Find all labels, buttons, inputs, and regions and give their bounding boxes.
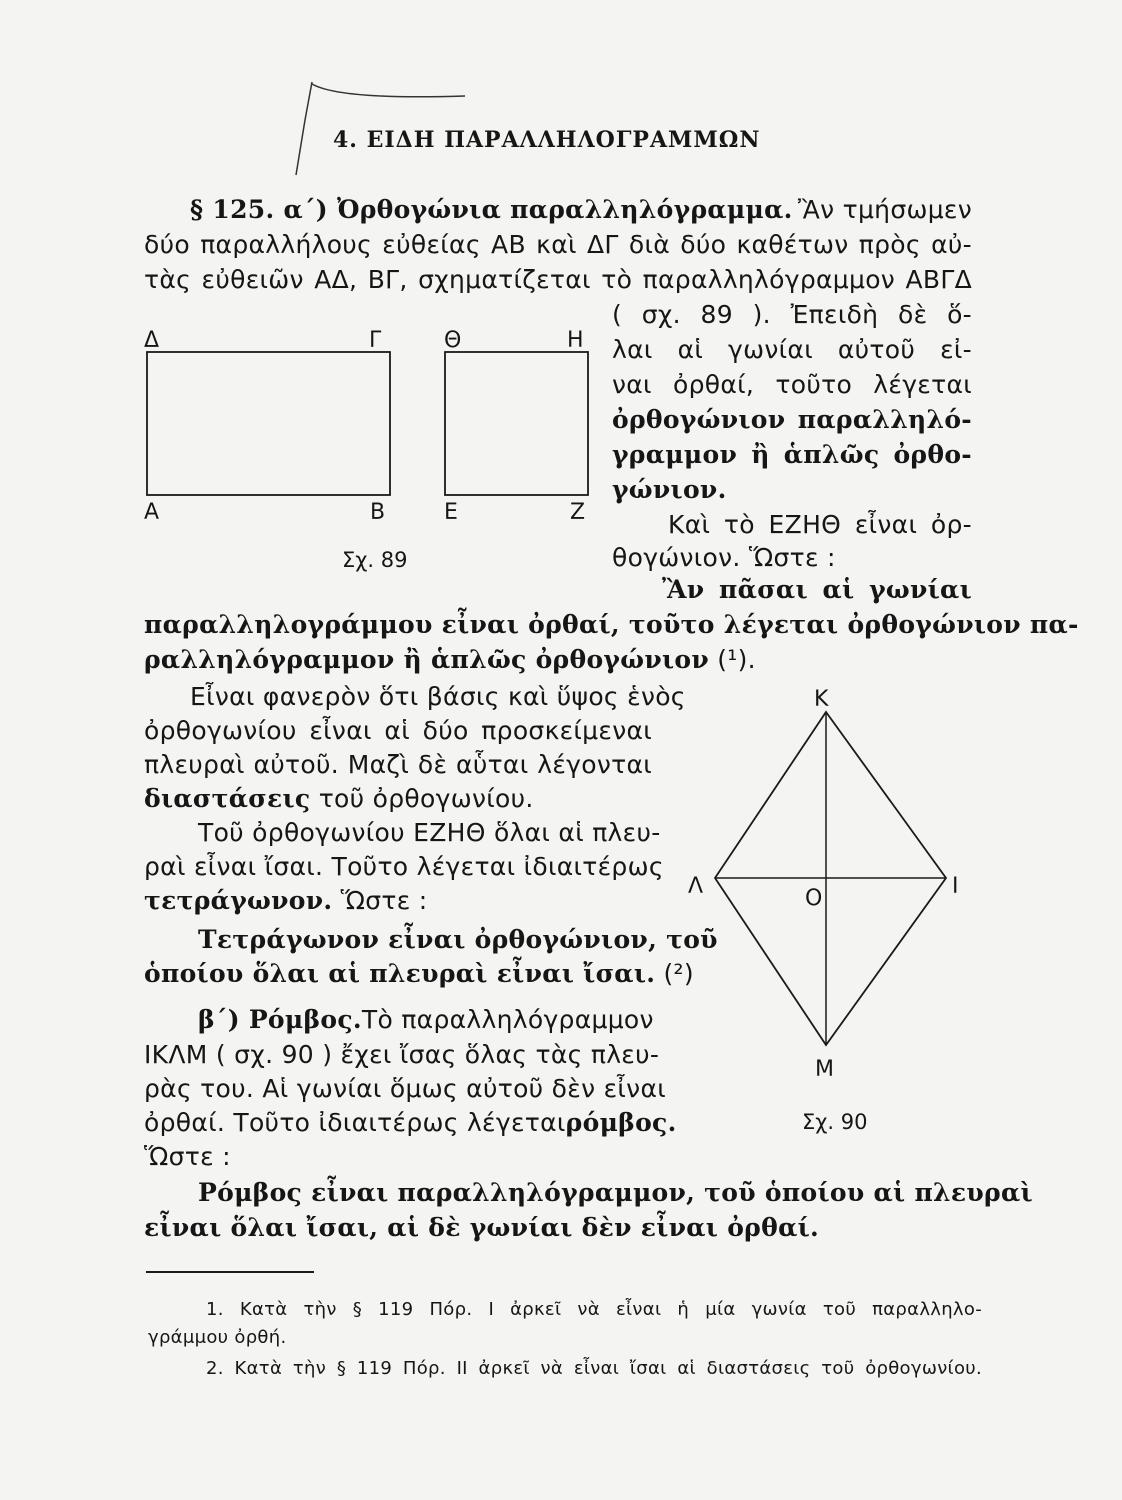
label-lambda: Λ <box>688 874 704 899</box>
dims-line-2: ὀρθογωνίου εἶναι αἱ δύο προσκείμεναι <box>144 716 652 745</box>
footnote-separator <box>146 1271 314 1273</box>
para-125-right-3: ναι ὀρθαί, τοῦτο λέγεται <box>612 370 972 399</box>
footnote-ref-2: (²) <box>663 959 694 988</box>
para-125-line-2: δύο παραλλήλους εὐθείας ΑΒ καὶ ΔΓ διὰ δύο καθέτων πρὸς αὐ- <box>144 230 972 259</box>
label-gamma: Γ <box>369 328 382 353</box>
rhombus-line-3: ρὰς του. Αἱ γωνίαι ὅμως αὐτοῦ δὲν εἶναι <box>144 1074 666 1103</box>
para-125-right-5: γραμμον ἢ ἁπλῶς ὀρθο- <box>612 440 972 469</box>
rhombus-lead: β΄) Ρόμβος. <box>198 1005 362 1034</box>
label-alpha: Α <box>144 500 160 525</box>
para-125-right-2: λαι αἱ γωνίαι αὐτοῦ εἰ- <box>612 335 972 364</box>
label-epsilon: Ε <box>444 500 458 525</box>
label-kappa: Κ <box>814 687 829 712</box>
square-line-1: Τοῦ ὀρθογωνίου ΕΖΗΘ ὅλαι αἱ πλευ- <box>198 818 661 847</box>
def-rect-line-1: Ἂν πᾶσαι αἱ γωνίαι <box>662 575 972 604</box>
label-mu: Μ <box>815 1057 834 1082</box>
square-def-2: ὁποίου ὅλαι αἱ πλευραὶ εἶναι ἴσαι. <box>144 959 656 988</box>
label-delta: Δ <box>144 328 160 353</box>
rhombus-line-4-rest: ὀρθαί. Τοῦτο ἰδιαιτέρως λέγεται <box>144 1108 566 1137</box>
def-rect-line-3-text: ραλληλόγραμμον ἢ ἁπλῶς ὀρθογώνιον <box>144 645 709 674</box>
dims-term: διαστάσεις <box>144 784 311 813</box>
dims-line-1: Εἶναι φανερὸν ὅτι βάσις καὶ ὕψος ἑνὸς <box>190 682 686 711</box>
dims-line-4-rest: τοῦ ὀρθογωνίου. <box>318 784 534 813</box>
footnote-2: 2. Κατὰ τὴν § 119 Πόρ. ΙΙ ἀρκεῖ νὰ εἶναι ἴσαι αἱ διαστάσεις τοῦ ὀρθογωνίου. <box>206 1358 982 1379</box>
figure-90-caption: Σχ. 90 <box>802 1110 868 1134</box>
rhombus-term: ρόμβος. <box>565 1108 677 1137</box>
para-125-right-6: γώνιον. <box>612 475 727 504</box>
para-125-right-1: ( σχ. 89 ). Ἐπειδὴ δὲ ὅ- <box>612 300 972 329</box>
square-term: τετράγωνον. <box>144 886 333 915</box>
para-125-right-4: ὀρθογώνιον παραλληλό- <box>612 405 972 434</box>
label-eta: Η <box>567 328 584 353</box>
footnote-1-line-2: γράμμου ὀρθή. <box>148 1327 287 1348</box>
label-beta: Β <box>370 500 386 525</box>
para-125-line-1-rest: Ἂν τμήσωμεν <box>797 195 972 224</box>
rhombus-line-2: ΙΚΛΜ ( σχ. 90 ) ἔχει ἴσας ὅλας τὰς πλευ- <box>144 1040 660 1069</box>
para-125-right-8: θογώνιον. Ὥστε : <box>612 543 836 572</box>
square-def-1: Τετράγωνον εἶναι ὀρθογώνιον, τοῦ <box>198 925 718 954</box>
square-line-3-rest: Ὥστε : <box>340 886 428 915</box>
para-125-lead: § 125. α΄) Ὀρθογώνια παραλληλόγραμμα. <box>190 195 793 224</box>
rhombus-def-2: εἶναι ὅλαι ἴσαι, αἱ δὲ γωνίαι δὲν εἶναι ὀρθαί. <box>144 1213 820 1242</box>
def-rect-line-2: παραλληλογράμμου εἶναι ὀρθαί, τοῦτο λέγεται ὀρθογώνιον πα- <box>144 610 1079 639</box>
para-125-right-7: Καὶ τὸ ΕΖΗΘ εἶναι ὀρ- <box>668 510 972 539</box>
footnote-1-line-1: 1. Κατὰ τὴν § 119 Πόρ. Ι ἀρκεῖ νὰ εἶναι ἡ μία γωνία τοῦ παραλληλο- <box>206 1299 982 1320</box>
rhombus-line-5: Ὥστε : <box>144 1142 231 1171</box>
label-omicron: Ο <box>805 886 823 911</box>
dims-line-3: πλευραὶ αὐτοῦ. Μαζὶ δὲ αὗται λέγονται <box>144 750 652 779</box>
section-title: 4. ΕΙΔΗ ΠΑΡΑΛΛΗΛΟΓΡΑΜΜΩΝ <box>333 127 761 153</box>
square-line-2: ραὶ εἶναι ἴσαι. Τοῦτο λέγεται ἰδιαιτέρως <box>144 852 664 881</box>
rhombus-def-1: Ρόμβος εἶναι παραλληλόγραμμον, τοῦ ὁποίου αἱ πλευραὶ <box>198 1178 1033 1207</box>
label-theta: Θ <box>444 328 462 353</box>
rhombus-line-1-rest: Τὸ παραλληλόγραμμον <box>361 1005 654 1034</box>
para-125-line-3: τὰς εὐθειῶν ΑΔ, ΒΓ, σχηματίζεται τὸ παραλληλόγραμμον ΑΒΓΔ <box>144 265 972 294</box>
label-zeta: Ζ <box>570 500 586 525</box>
figure-89-caption: Σχ. 89 <box>342 548 408 572</box>
footnote-ref-1: (¹). <box>717 645 756 674</box>
label-iota: Ι <box>952 874 959 899</box>
